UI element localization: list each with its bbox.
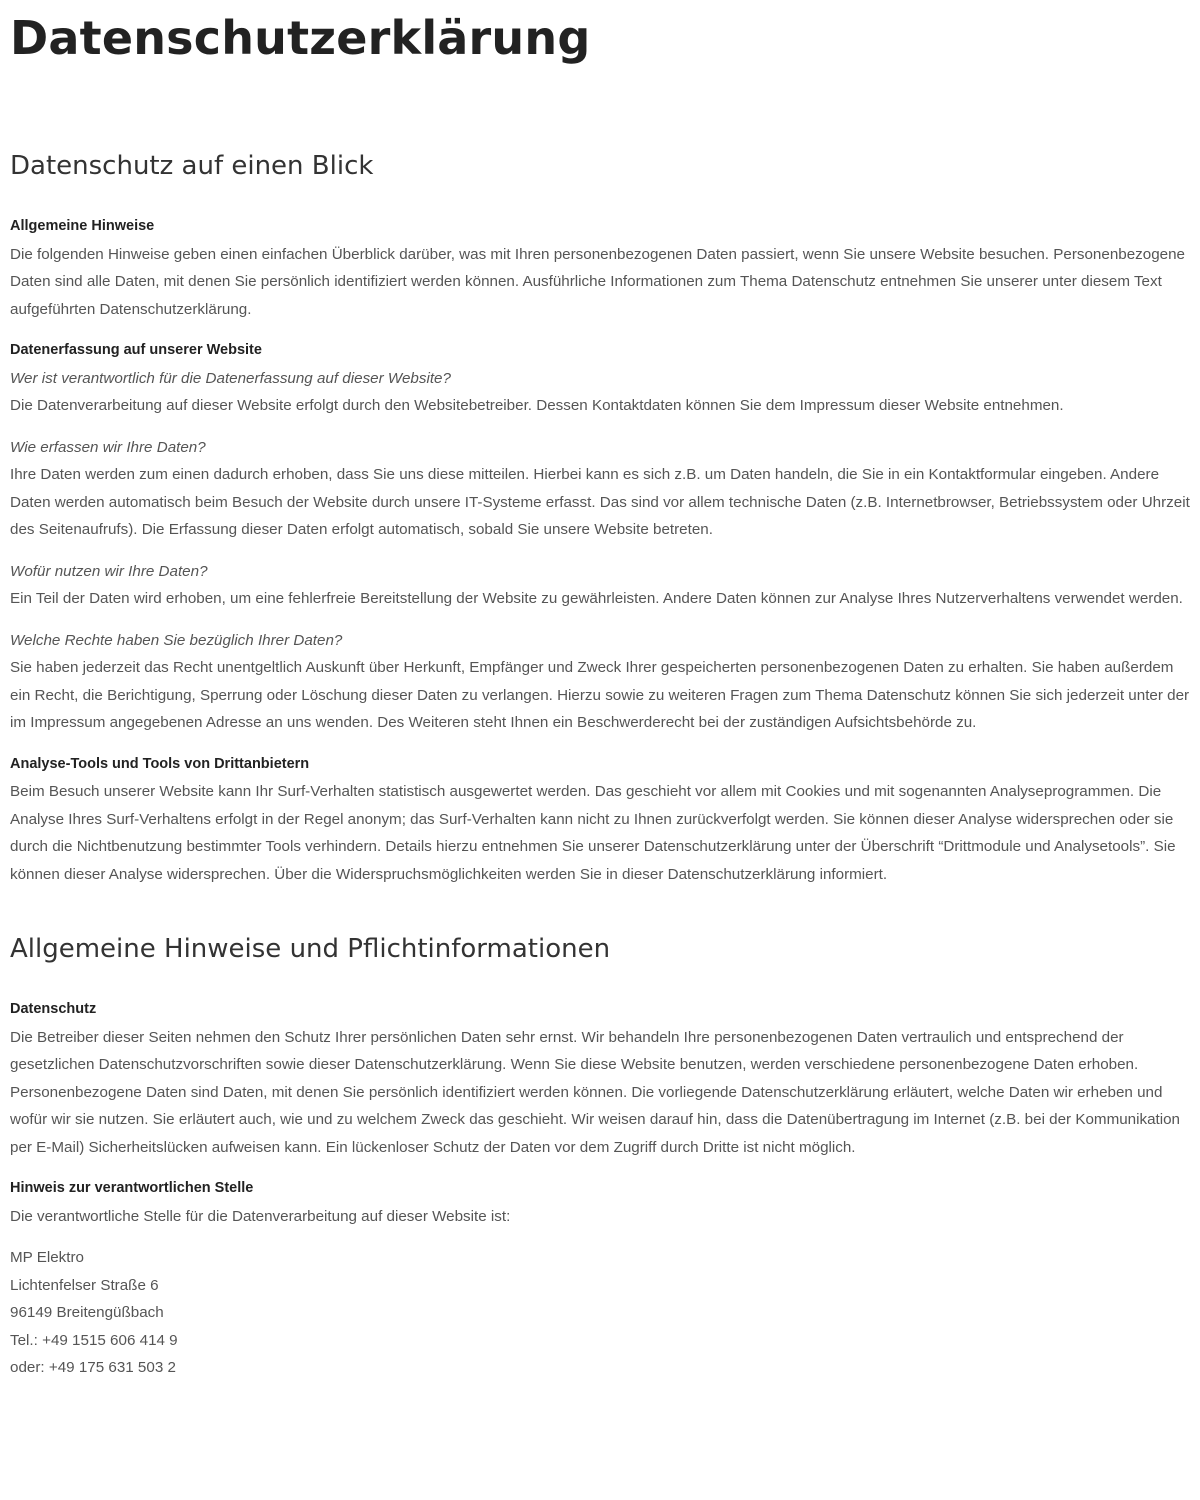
section-heading: Allgemeine Hinweise und Pflichtinformationen: [10, 934, 611, 964]
contact-address: [10, 1244, 1190, 1382]
question: Welche Rechte haben Sie bezüglich Ihrer Daten?: [10, 631, 343, 649]
subheading: Allgemeine Hinweise: [10, 218, 155, 234]
subheading: Analyse-Tools und Tools von Drittanbietern: [10, 755, 310, 772]
section-allgemeine-hinweise-pflichtinformationen: [10, 932, 1190, 1382]
qa-item: [10, 434, 1190, 544]
block-verantwortliche-stelle: [10, 1175, 1190, 1382]
question: Wie erfassen wir Ihre Daten?: [10, 438, 206, 456]
section-heading: Datenschutz auf einen Blick: [10, 151, 374, 181]
subheading: Datenschutz: [10, 1001, 97, 1017]
section-datenschutz-auf-einen-blick: [10, 149, 1190, 888]
paragraph: Die Betreiber dieser Seiten nehmen den Schutz Ihrer persönlichen Daten sehr ernst. Wir behandeln Ihre personenbezogenen Daten vertraulich und entsprechend der gesetzlichen Datenschutzvorschriften sowie dieser Datenschutzerklärung. Wenn Sie diese Website benutzen, werden verschiedene personenbezogene Daten erhoben. Personenbezogene Daten sind Daten, mit denen Sie persönlich identifiziert werden können. Die vorliegende Datenschutzerklärung erläutert, welche Daten wir erheben und wofür wir sie nutzen. Sie erläutert auch, wie und zu welchem Zweck das geschieht. Wir weisen darauf hin, dass die Datenübertragung im Internet (z.B. bei der Kommunikation per E-Mail) Sicherheitslücken aufweisen kann. Ein lückenloser Schutz der Daten vor dem Zugriff durch Dritte ist nicht möglich.: [10, 1028, 1181, 1156]
qa-item: [10, 558, 1190, 613]
paragraph: Beim Besuch unserer Website kann Ihr Surf-Verhalten statistisch ausgewertet werden. Das geschieht vor allem mit Cookies und mit sogenannten Analyseprogrammen. Die Analyse Ihres Surf-Verhaltens erfolgt in der Regel anonym; das Surf-Verhalten kann nicht zu Ihnen zurückverfolgt werden. Sie können dieser Analyse widersprechen oder sie durch die Nichtbenutzung bestimmter Tools verhindern. Details hierzu entnehmen Sie unserer Datenschutzerklärung unter der Überschrift “Drittmodule und Analysetools”. Sie können dieser Analyse widersprechen. Über die Widerspruchsmöglichkeiten werden Sie in dieser Datenschutzerklärung informiert.: [10, 783, 1176, 883]
question: Wofür nutzen wir Ihre Daten?: [10, 562, 208, 580]
paragraph: Die folgenden Hinweise geben einen einfachen Überblick darüber, was mit Ihren personenbezogenen Daten passiert, wenn Sie unsere Website besuchen. Personenbezogene Daten sind alle Daten, mit denen Sie persönlich identifiziert werden können. Ausführliche Informationen zum Thema Datenschutz entnehmen Sie unserer unter diesem Text aufgeführten Datenschutzerklärung.: [10, 245, 1185, 318]
answer: Ein Teil der Daten wird erhoben, um eine fehlerfreie Bereitstellung der Website zu gewährleisten. Andere Daten können zur Analyse Ihres Nutzerverhaltens verwendet werden.: [10, 590, 1183, 607]
answer: Ihre Daten werden zum einen dadurch erhoben, dass Sie uns diese mitteilen. Hierbei kann es sich z.B. um Daten handeln, die Sie in ein Kontaktformular eingeben. Andere Daten werden automatisch beim Besuch der Website durch unsere IT-Systeme erfasst. Das sind vor allem technische Daten (z.B. Internetbrowser, Betriebssystem oder Uhrzeit des Seitenaufrufs). Die Erfassung dieser Daten erfolgt automatisch, sobald Sie unsere Website betreten.: [10, 466, 1190, 538]
phone-number-alt: oder: +49 175 631 503 2: [10, 1359, 176, 1376]
page-title: Datenschutzerklärung: [10, 11, 591, 65]
company-name: MP Elektro: [10, 1249, 84, 1266]
block-datenerfassung: [10, 337, 1190, 737]
block-datenschutz: [10, 996, 1190, 1161]
block-analyse-tools: [10, 751, 1190, 889]
subheading: Hinweis zur verantwortlichen Stelle: [10, 1180, 254, 1196]
qa-item: [10, 365, 1190, 420]
answer: Die Datenverarbeitung auf dieser Website erfolgt durch den Websitebetreiber. Dessen Kontaktdaten können Sie dem Impressum dieser Website entnehmen.: [10, 397, 1064, 414]
question: Wer ist verantwortlich für die Datenerfassung auf dieser Website?: [10, 369, 451, 387]
qa-item: [10, 627, 1190, 737]
answer: Sie haben jederzeit das Recht unentgeltlich Auskunft über Herkunft, Empfänger und Zweck Ihrer gespeicherten personenbezogenen Daten zu erhalten. Sie haben außerdem ein Recht, die Berichtigung, Sperrung oder Löschung dieser Daten zu verlangen. Hierzu sowie zu weiteren Fragen zum Thema Datenschutz können Sie sich jederzeit unter der im Impressum angegebenen Adresse an uns wenden. Des Weiteren steht Ihnen ein Beschwerderecht bei der zuständigen Aufsichtsbehörde zu.: [10, 659, 1190, 731]
subheading: Datenerfassung auf unserer Website: [10, 342, 262, 358]
postal-city: 96149 Breitengüßbach: [10, 1304, 164, 1321]
block-allgemeine-hinweise: [10, 213, 1190, 323]
paragraph: Die verantwortliche Stelle für die Datenverarbeitung auf dieser Website ist:: [10, 1207, 511, 1225]
street-address: Lichtenfelser Straße 6: [10, 1276, 159, 1294]
phone-number: Tel.: +49 1515 606 414 9: [10, 1331, 178, 1349]
